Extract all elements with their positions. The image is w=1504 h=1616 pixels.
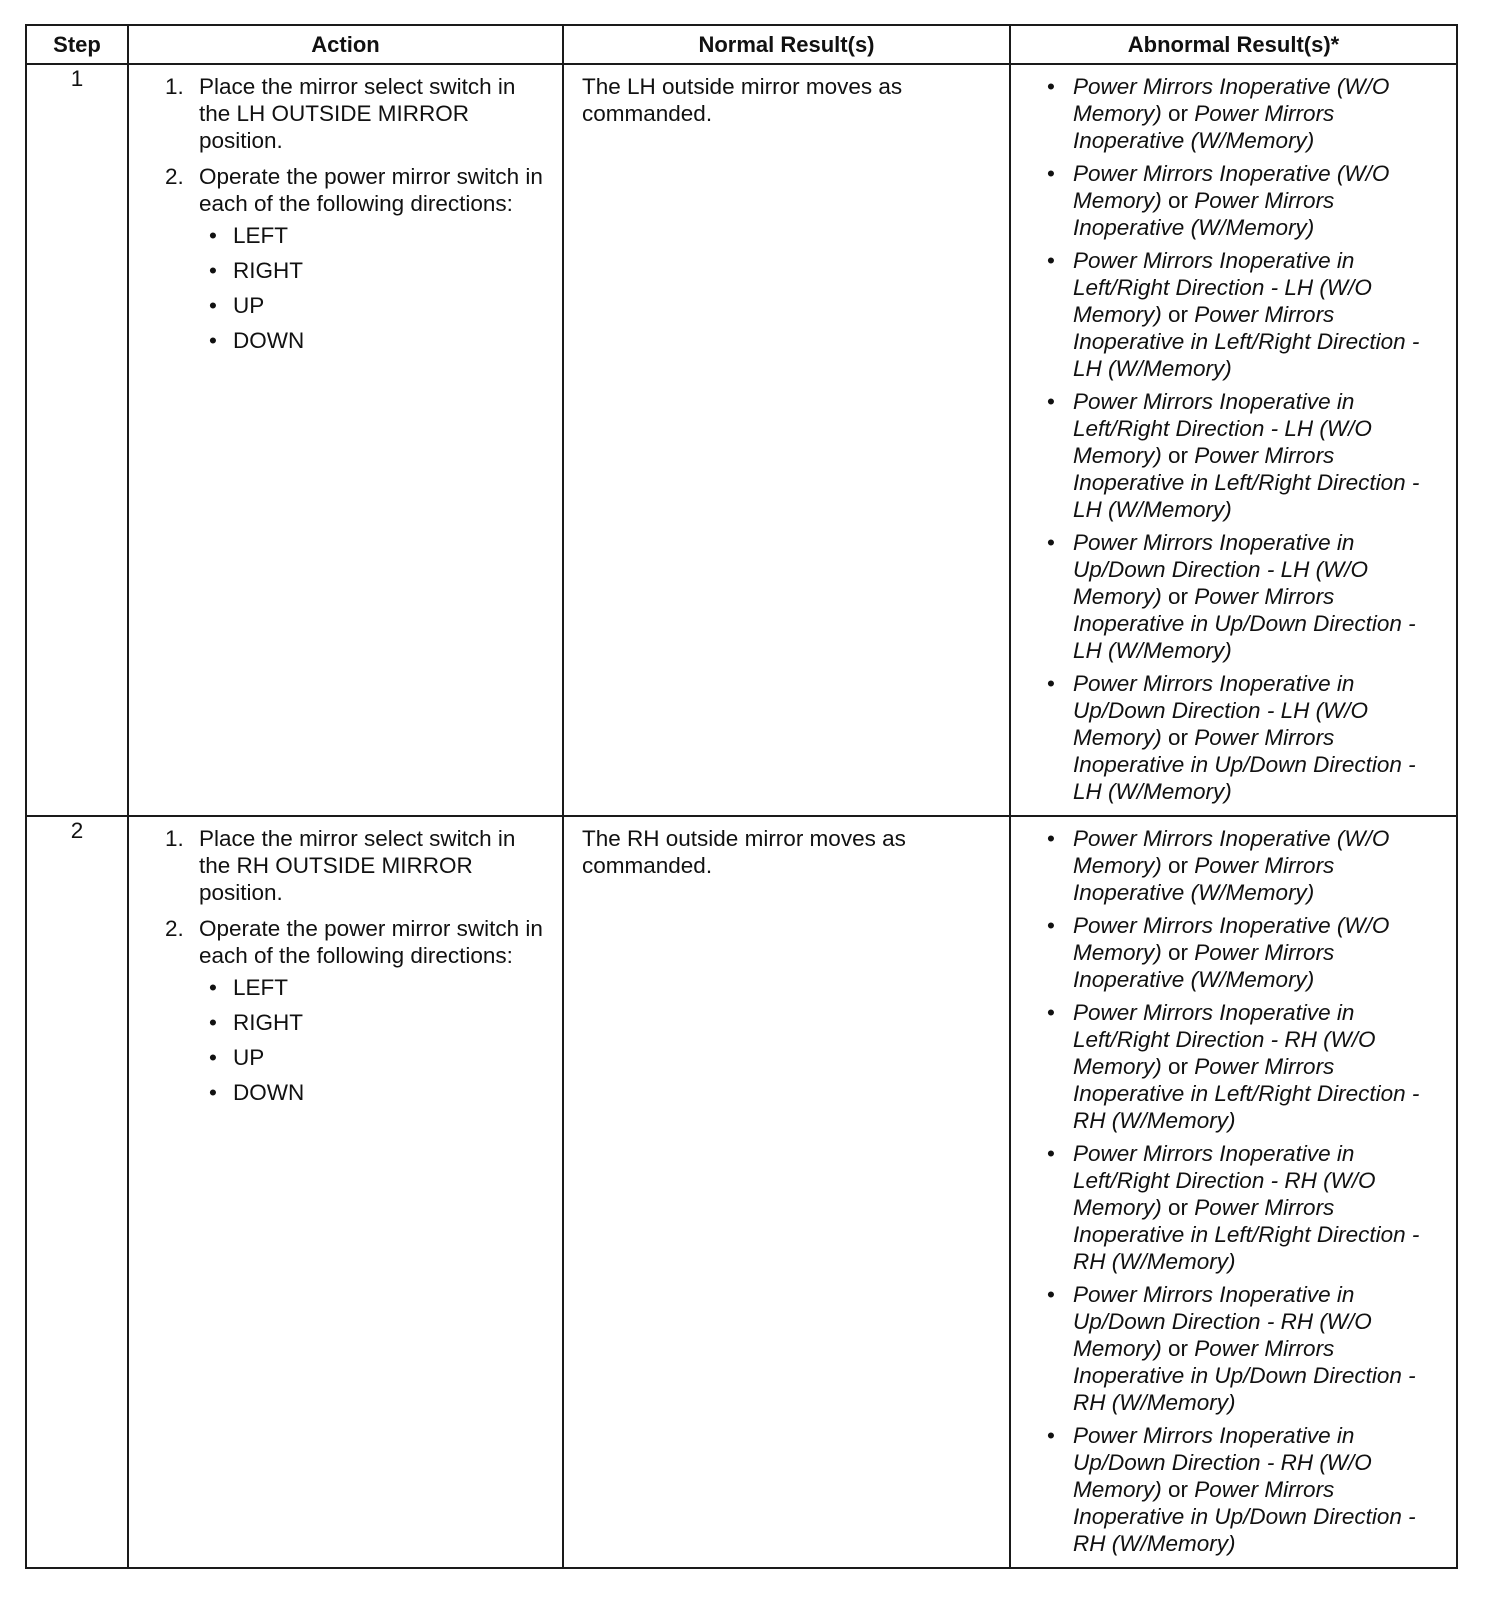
abnormal-result-link[interactable]: Power Mirrors Inoperative in Left/Right Direction - LH (W/Memory) — [1073, 443, 1420, 522]
bullet-icon: • — [209, 975, 217, 1000]
bullet-icon: • — [1047, 1282, 1055, 1307]
or-text: or — [1168, 940, 1189, 965]
bullet-icon: • — [209, 328, 217, 353]
direction-label: DOWN — [233, 1080, 305, 1105]
abnormal-result-link[interactable]: Power Mirrors Inoperative in Left/Right Direction - LH (W/Memory) — [1073, 302, 1420, 381]
abnormal-result-link[interactable]: Power Mirrors Inoperative in Up/Down Direction - LH (W/O Memory) — [1073, 671, 1369, 750]
abnormal-result-link[interactable]: Power Mirrors Inoperative in Up/Down Direction - LH (W/O Memory) — [1073, 530, 1369, 609]
bullet-icon: • — [1047, 74, 1055, 99]
abnormal-result-link[interactable]: Power Mirrors Inoperative in Left/Right Direction - RH (W/O Memory) — [1073, 1000, 1376, 1079]
action-step — [165, 163, 552, 362]
abnormal-result-item — [1047, 912, 1448, 993]
table-row — [26, 816, 1457, 1568]
or-text: or — [1168, 1336, 1189, 1361]
abnormal-results-list — [1047, 73, 1448, 805]
direction-label: UP — [233, 1045, 265, 1070]
direction-item — [199, 1009, 552, 1044]
abnormal-results-cell — [1010, 816, 1457, 1568]
direction-item — [199, 257, 552, 292]
direction-item — [199, 1044, 552, 1079]
bullet-icon: • — [1047, 913, 1055, 938]
direction-label: DOWN — [233, 328, 305, 353]
abnormal-result-item — [1047, 670, 1448, 805]
abnormal-result-item — [1047, 73, 1448, 154]
abnormal-result-link[interactable]: Power Mirrors Inoperative in Left/Right Direction - RH (W/Memory) — [1073, 1195, 1420, 1274]
bullet-icon: • — [209, 223, 217, 248]
or-text: or — [1168, 101, 1189, 126]
header-row — [26, 25, 1457, 64]
abnormal-result-link[interactable]: Power Mirrors Inoperative (W/O Memory) — [1073, 161, 1390, 213]
abnormal-result-link[interactable]: Power Mirrors Inoperative in Up/Down Direction - RH (W/Memory) — [1073, 1336, 1416, 1415]
abnormal-result-link[interactable]: Power Mirrors Inoperative (W/Memory) — [1073, 940, 1335, 992]
abnormal-result-link[interactable]: Power Mirrors Inoperative in Left/Right Direction - RH (W/O Memory) — [1073, 1141, 1376, 1220]
action-cell — [128, 64, 563, 816]
header-step: Step — [26, 25, 128, 64]
bullet-icon: • — [1047, 1141, 1055, 1166]
action-step-text: Operate the power mirror switch in each of the following directions: — [199, 916, 543, 968]
bullet-icon: • — [1047, 248, 1055, 273]
direction-item — [199, 974, 552, 1009]
or-text: or — [1168, 1477, 1189, 1502]
abnormal-result-link[interactable]: Power Mirrors Inoperative (W/O Memory) — [1073, 74, 1390, 126]
abnormal-result-link[interactable]: Power Mirrors Inoperative in Up/Down Direction - RH (W/O Memory) — [1073, 1423, 1372, 1502]
bullet-icon: • — [1047, 826, 1055, 851]
abnormal-result-link[interactable]: Power Mirrors Inoperative (W/Memory) — [1073, 101, 1335, 153]
bullet-icon: • — [1047, 1000, 1055, 1025]
or-text: or — [1168, 302, 1189, 327]
bullet-icon: • — [209, 293, 217, 318]
step-number: 2 — [26, 816, 128, 1568]
abnormal-result-item — [1047, 825, 1448, 906]
abnormal-result-link[interactable]: Power Mirrors Inoperative in Up/Down Direction - RH (W/O Memory) — [1073, 1282, 1372, 1361]
or-text: or — [1168, 853, 1189, 878]
abnormal-result-link[interactable]: Power Mirrors Inoperative in Up/Down Direction - LH (W/Memory) — [1073, 725, 1416, 804]
bullet-icon: • — [1047, 161, 1055, 186]
bullet-icon: • — [209, 258, 217, 283]
bullet-icon: • — [1047, 671, 1055, 696]
direction-label: RIGHT — [233, 258, 303, 283]
direction-item — [199, 292, 552, 327]
abnormal-result-item — [1047, 160, 1448, 241]
table-row — [26, 64, 1457, 816]
abnormal-result-link[interactable]: Power Mirrors Inoperative in Up/Down Direction - RH (W/Memory) — [1073, 1477, 1416, 1556]
header-abnormal-results: Abnormal Result(s)* — [1010, 25, 1457, 64]
abnormal-result-link[interactable]: Power Mirrors Inoperative in Left/Right Direction - LH (W/O Memory) — [1073, 389, 1372, 468]
direction-label: RIGHT — [233, 1010, 303, 1035]
diagnostic-table — [25, 24, 1458, 1569]
or-text: or — [1168, 725, 1189, 750]
abnormal-result-link[interactable]: Power Mirrors Inoperative (W/O Memory) — [1073, 913, 1390, 965]
abnormal-result-link[interactable]: Power Mirrors Inoperative in Left/Right Direction - LH (W/O Memory) — [1073, 248, 1372, 327]
action-steps — [165, 73, 552, 362]
abnormal-result-item — [1047, 1140, 1448, 1275]
action-step — [165, 915, 552, 1114]
action-step — [165, 73, 552, 154]
or-text: or — [1168, 584, 1189, 609]
bullet-icon: • — [209, 1080, 217, 1105]
action-step-number: 1. — [165, 74, 184, 99]
abnormal-result-item — [1047, 999, 1448, 1134]
bullet-icon: • — [209, 1010, 217, 1035]
abnormal-result-link[interactable]: Power Mirrors Inoperative (W/Memory) — [1073, 188, 1335, 240]
header-action: Action — [128, 25, 563, 64]
abnormal-result-link[interactable]: Power Mirrors Inoperative (W/O Memory) — [1073, 826, 1390, 878]
or-text: or — [1168, 443, 1189, 468]
abnormal-result-item — [1047, 1422, 1448, 1557]
direction-label: LEFT — [233, 975, 289, 1000]
abnormal-results-cell — [1010, 64, 1457, 816]
bullet-icon: • — [1047, 530, 1055, 555]
direction-item — [199, 222, 552, 257]
action-step-text: Place the mirror select switch in the RH OUTSIDE MIRROR position. — [199, 826, 516, 905]
direction-item — [199, 327, 552, 362]
step-number: 1 — [26, 64, 128, 816]
abnormal-result-item — [1047, 1281, 1448, 1416]
abnormal-result-link[interactable]: Power Mirrors Inoperative (W/Memory) — [1073, 853, 1335, 905]
abnormal-result-link[interactable]: Power Mirrors Inoperative in Up/Down Direction - LH (W/Memory) — [1073, 584, 1416, 663]
abnormal-result-item — [1047, 247, 1448, 382]
action-step-text: Operate the power mirror switch in each of the following directions: — [199, 164, 543, 216]
abnormal-results-list — [1047, 825, 1448, 1557]
header-normal-results: Normal Result(s) — [563, 25, 1010, 64]
abnormal-result-link[interactable]: Power Mirrors Inoperative in Left/Right Direction - RH (W/Memory) — [1073, 1054, 1420, 1133]
action-step-number: 2. — [165, 916, 184, 941]
bullet-icon: • — [209, 1045, 217, 1070]
abnormal-result-item — [1047, 529, 1448, 664]
or-text: or — [1168, 1195, 1189, 1220]
abnormal-result-item — [1047, 388, 1448, 523]
action-step-number: 2. — [165, 164, 184, 189]
direction-list — [199, 222, 552, 362]
direction-item — [199, 1079, 552, 1114]
action-steps — [165, 825, 552, 1114]
direction-label: UP — [233, 293, 265, 318]
direction-list — [199, 974, 552, 1114]
bullet-icon: • — [1047, 1423, 1055, 1448]
action-step — [165, 825, 552, 906]
or-text: or — [1168, 1054, 1189, 1079]
normal-result: The RH outside mirror moves as commanded. — [563, 816, 1010, 1568]
action-step-number: 1. — [165, 826, 184, 851]
action-step-text: Place the mirror select switch in the LH OUTSIDE MIRROR position. — [199, 74, 516, 153]
action-cell — [128, 816, 563, 1568]
direction-label: LEFT — [233, 223, 289, 248]
normal-result: The LH outside mirror moves as commanded. — [563, 64, 1010, 816]
bullet-icon: • — [1047, 389, 1055, 414]
or-text: or — [1168, 188, 1189, 213]
